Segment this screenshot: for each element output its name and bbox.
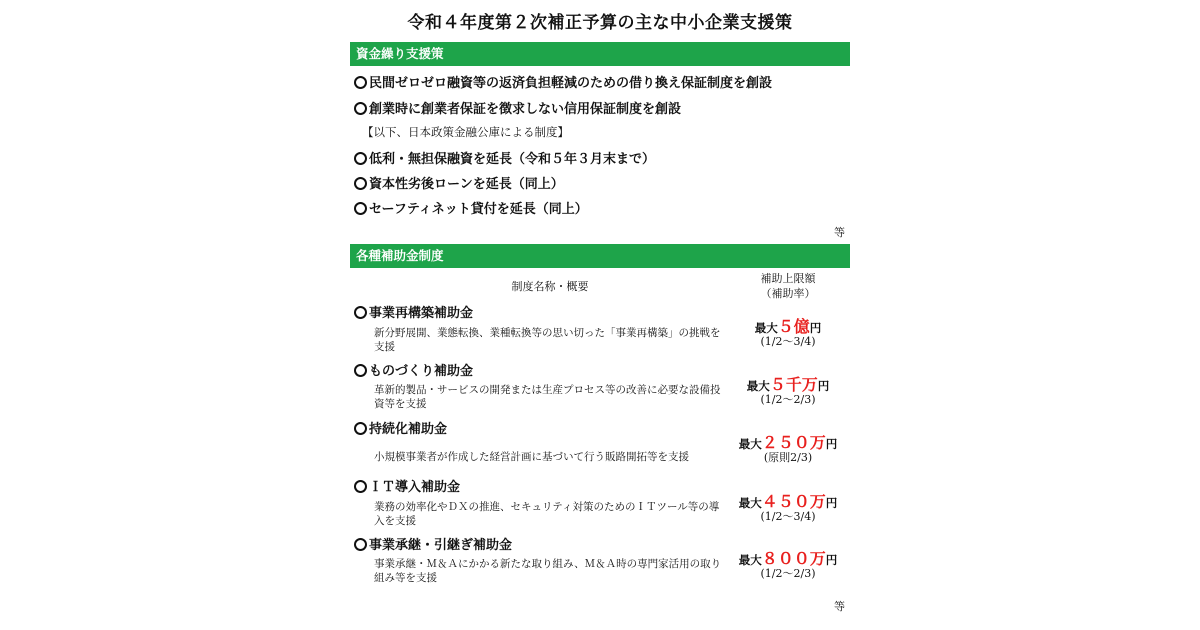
amount-prefix: 最大 — [738, 496, 762, 510]
amount-unit: 円 — [825, 553, 838, 567]
column-header-limit: 補助上限額 — [760, 272, 816, 285]
circle-bullet-icon — [354, 202, 367, 215]
subsidy-description: 事業承継・Ｍ＆Ａにかかる新たな取り組み、Ｍ＆Ａ時の専門家活用の取り組み等を支援 — [374, 558, 722, 584]
subsidy-title — [354, 534, 512, 553]
subsidy-rate: (原則2/3) — [763, 451, 813, 464]
amount-prefix: 最大 — [754, 321, 778, 335]
amount-value: ４５０万 — [761, 492, 826, 511]
subsidy-description: 新分野展開、業態転換、業種転換等の思い切った「事業再構築」の挑戦を支援 — [374, 327, 721, 353]
circle-bullet-icon — [354, 364, 367, 377]
circle-bullet-icon — [354, 538, 367, 551]
subsidy-name: ものづくり補助金 — [369, 364, 474, 379]
circle-bullet-icon — [354, 480, 367, 493]
subsidy-name: 事業承継・引継ぎ補助金 — [369, 538, 513, 553]
page-title: 令和４年度第２次補正予算の主な中小企業支援策 — [407, 13, 793, 33]
list-item — [354, 72, 772, 91]
amount-value: ２５０万 — [761, 433, 826, 452]
amount-prefix: 最大 — [738, 553, 762, 567]
subsidy-rate: (1/2～2/3) — [760, 567, 816, 580]
circle-bullet-icon — [354, 177, 367, 190]
amount-value: ８００万 — [761, 549, 826, 568]
column-header-rate: （補助率） — [760, 287, 816, 300]
subsidy-description: 革新的製品・サービスの開発または生産プロセス等の改善に必要な設備投資等を支援 — [374, 384, 721, 410]
subsidy-description: 業務の効率化やＤＸの推進、セキュリティ対策のためのＩＴツール等の導入を支援 — [374, 501, 720, 527]
list-item-text: 創業時に創業者保証を徴求しない信用保証制度を創設 — [369, 102, 682, 117]
circle-bullet-icon — [354, 76, 367, 89]
list-item-text: 民間ゼロゼロ融資等の返済負担軽減のための借り換え保証制度を創設 — [369, 76, 773, 91]
subsidy-name: ＩＴ導入補助金 — [369, 480, 461, 495]
circle-bullet-icon — [354, 152, 367, 165]
subsidy-rate: (1/2～2/3) — [760, 393, 816, 406]
subsidy-rate: (1/2～3/4) — [760, 510, 816, 523]
amount-prefix: 最大 — [746, 379, 770, 393]
amount-unit: 円 — [817, 379, 830, 393]
amount-unit: 円 — [825, 496, 838, 510]
subsidy-title — [354, 418, 447, 437]
amount-unit: 円 — [825, 437, 838, 451]
circle-bullet-icon — [354, 102, 367, 115]
section-heading-funding: 資金繰り支援策 — [350, 42, 850, 66]
circle-bullet-icon — [354, 422, 367, 435]
list-item — [354, 198, 588, 217]
subsidy-rate: (1/2～3/4) — [760, 335, 816, 348]
amount-prefix: 最大 — [738, 437, 762, 451]
subsidy-title — [354, 360, 473, 379]
list-item-text: 低利・無担保融資を延長（令和５年３月末まで） — [369, 152, 656, 167]
section-note: 【以下、日本政策金融公庫による制度】 — [362, 125, 569, 139]
column-header-name: 制度名称・概要 — [511, 280, 589, 293]
amount-value: ５億 — [777, 317, 810, 336]
list-item — [354, 173, 564, 192]
subsidy-description: 小規模事業者が作成した経営計画に基づいて行う販路開拓等を支援 — [374, 451, 689, 463]
amount-unit: 円 — [809, 321, 822, 335]
list-item — [354, 98, 681, 117]
amount-value: ５千万 — [769, 375, 818, 394]
subsidy-name: 持続化補助金 — [369, 422, 448, 437]
etc-label: 等 — [834, 226, 845, 239]
subsidy-title — [354, 302, 473, 321]
list-item-text: セーフティネット貸付を延長（同上） — [369, 202, 588, 217]
etc-label: 等 — [834, 600, 845, 613]
section-heading-subsidies: 各種補助金制度 — [350, 244, 850, 268]
list-item — [354, 148, 655, 167]
subsidy-name: 事業再構築補助金 — [369, 306, 474, 321]
subsidy-title — [354, 476, 460, 495]
list-item-text: 資本性劣後ローンを延長（同上） — [369, 177, 564, 192]
circle-bullet-icon — [354, 306, 367, 319]
